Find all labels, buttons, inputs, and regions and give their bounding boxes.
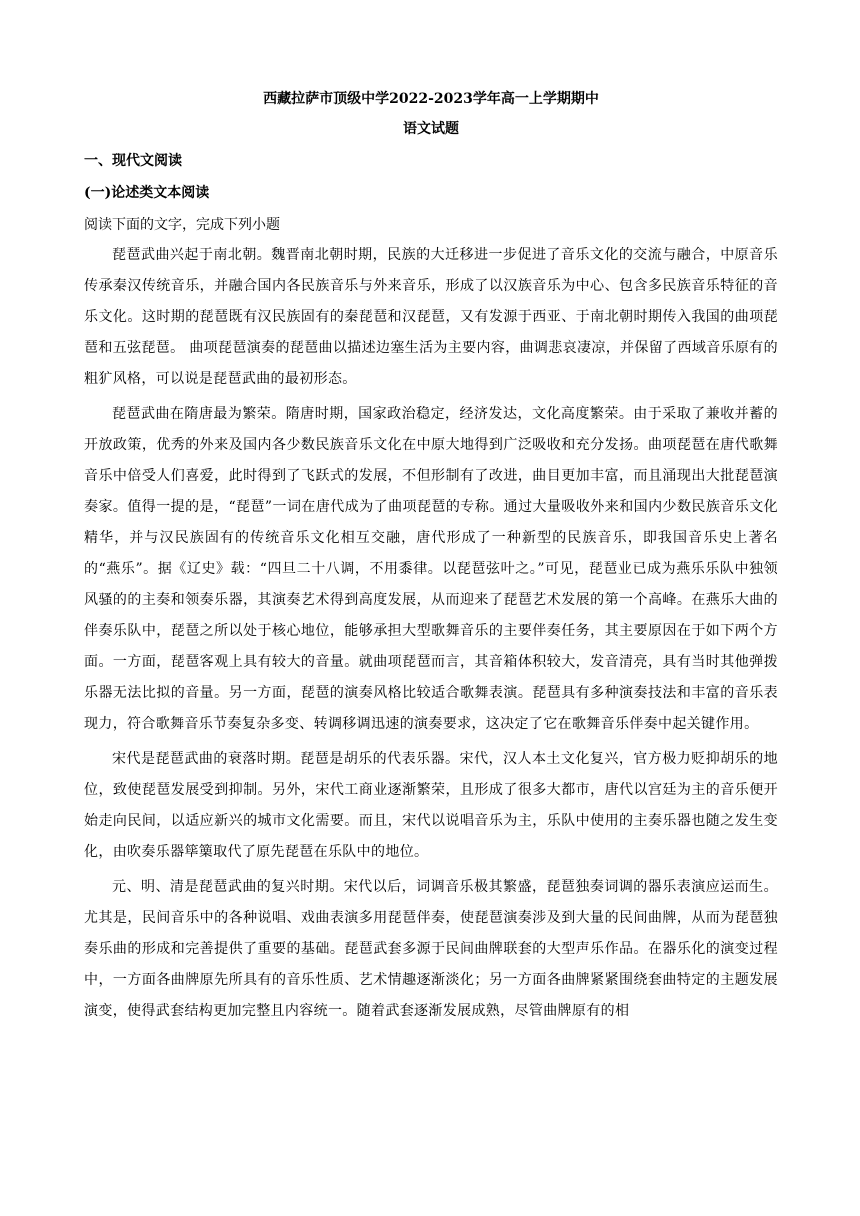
page-content [84, 88, 778, 1027]
exam-subtitle: 语文试题 [403, 121, 459, 137]
subsection-heading: (一)论述类文本阅读 [84, 185, 210, 201]
section-heading: 一、现代文阅读 [84, 153, 182, 169]
paragraph: 琵琶武曲兴起于南北朝。魏晋南北朝时期，民族的大迁移进一步促进了音乐文化的交流与融合，中原音乐传承秦汉传统音乐，并融合国内各民族音乐与外来音乐，形成了以汉族音乐为中心、包含多民族音乐特征的音乐文化。这时期的琵琶既有汉民族固有的秦琵琶和汉琵琶，又有发源于西亚、于南北朝时期传入我国的曲项琵琶和五弦琵琶。 曲项琵琶演奏的琵琶曲以描述边塞生活为主要内容，曲调悲哀凄凉，并保留了西域音乐原有的粗犷风格，可以说是琵琶武曲的最初形态。 [84, 247, 778, 387]
reading-instruction: 阅读下面的文字，完成下列小题 [84, 217, 280, 233]
paragraph: 元、明、清是琵琶武曲的复兴时期。宋代以后，词调音乐极其繁盛，琵琶独奏词调的器乐表演应运而生。尤其是，民间音乐中的各种说唱、戏曲表演多用琵琶伴奏，使琵琶演奏涉及到大量的民间曲牌，从而为琵琶独奏乐曲的形成和完善提供了重要的基础。琵琶武套多源于民间曲牌联套的大型声乐作品。在器乐化的演变过程中，一方面各曲牌原先所具有的音乐性质、艺术情趣逐渐淡化；另一方面各曲牌紧紧围绕套曲特定的主题发展演变，使得武套结构更加完整且内容统一。随着武套逐渐发展成熟，尽管曲牌原有的相 [84, 879, 778, 1019]
paragraph: 宋代是琵琶武曲的衰落时期。琵琶是胡乐的代表乐器。宋代，汉人本土文化复兴，官方极力贬抑胡乐的地位，致使琵琶发展受到抑制。另外，宋代工商业逐渐繁荣，且形成了很多大都市，唐代以宫廷为主的音乐便开始走向民间，以适应新兴的城市文化需要。而且，宋代以说唱音乐为主，乐队中使用的主奏乐器也随之发生变化，由吹奏乐器筚篥取代了原先琵琶在乐队中的地位。 [84, 751, 778, 860]
exam-title: 西藏拉萨市顶级中学2022-2023学年高一上学期期中 [263, 91, 599, 107]
paragraph: 琵琶武曲在隋唐最为繁荣。隋唐时期，国家政治稳定，经济发达，文化高度繁荣。由于采取了兼收并蓄的开放政策，优秀的外来及国内各少数民族音乐文化在中原大地得到广泛吸收和充分发扬。曲项琵琶在唐代歌舞音乐中倍受人们喜爱，此时得到了飞跃式的发展，不但形制有了改进，曲目更加丰富，而且涌现出大批琵琶演奏家。值得一提的是，“琵琶”一词在唐代成为了曲项琵琶的专称。通过大量吸收外来和国内少数民族音乐文化精华，并与汉民族固有的传统音乐文化相互交融，唐代形成了一种新型的民族音乐，即我国音乐史上著名的“燕乐”。据《辽史》载：“四旦二十八调，不用黍律。以琵琶弦叶之。”可见，琵琶业已成为燕乐乐队中独领风骚的的主奏和领奏乐器，其演奏艺术得到高度发展，从而迎来了琵琶艺术发展的第一个高峰。在燕乐大曲的伴奏乐队中，琵琶之所以处于核心地位，能够承担大型歌舞音乐的主要伴奏任务，其主要原因在于如下两个方面。一方面，琵琶客观上具有较大的音量。就曲项琵琶而言，其音箱体积较大，发音清亮，具有当时其他弹拨乐器无法比拟的音量。另一方面，琵琶的演奏风格比较适合歌舞表演。琵琶具有多种演奏技法和丰富的音乐表现力，符合歌舞音乐节奏复杂多变、转调移调迅速的演奏要求，这决定了它在歌舞音乐伴奏中起关键作用。 [84, 406, 778, 732]
